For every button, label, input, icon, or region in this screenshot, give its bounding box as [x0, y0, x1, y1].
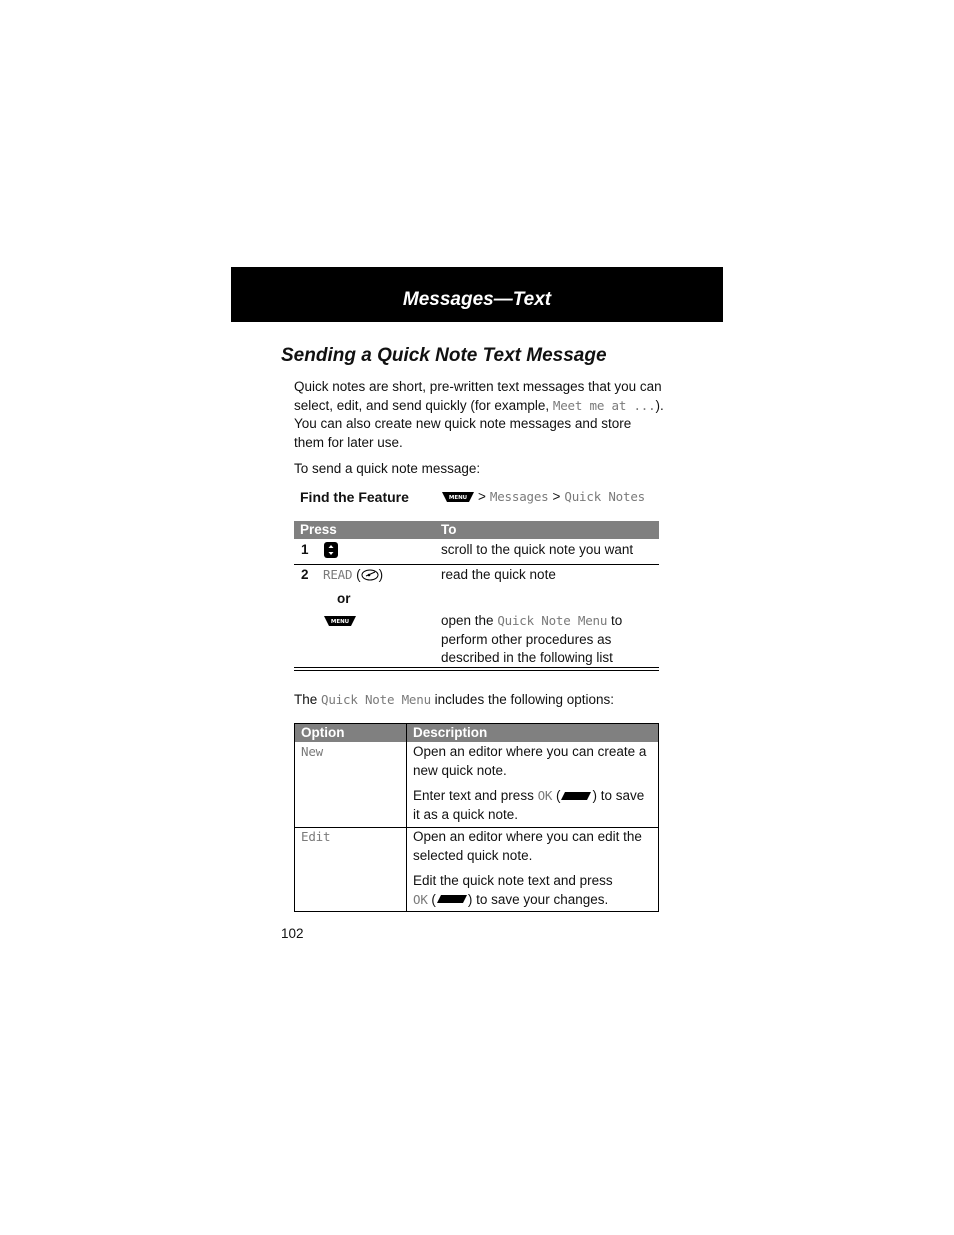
or-label: or [337, 591, 351, 606]
table-row [294, 539, 659, 564]
table-row [295, 828, 658, 912]
options-table-header [295, 724, 658, 742]
table-end-rule [294, 670, 659, 671]
chapter-header [231, 267, 723, 322]
table-end-rule [294, 667, 659, 668]
ok-label: OK [537, 788, 553, 803]
options-table [294, 723, 659, 912]
find-feature-path [442, 489, 645, 504]
press-table-header [294, 521, 659, 539]
alt-step-description: open the Quick Note Menu to perform other procedures as described in the following list [441, 613, 623, 665]
step-number: 2 [301, 567, 309, 582]
table-row [295, 743, 658, 827]
read-softkey: READ ( ) [323, 567, 384, 582]
option-description: Enter text and press OK ( ) to save it as a quick note. [413, 788, 645, 822]
option-description: Open an editor where you can create a new quick note. [413, 744, 647, 778]
soft-key-icon [560, 791, 592, 802]
path-messages: Messages [489, 489, 549, 504]
find-feature-label: Find the Feature [300, 489, 409, 505]
option-description: Edit the quick note text and press OK ( ) to save your changes. [413, 873, 613, 907]
example-quick-note: Meet me at ... [552, 397, 656, 413]
read-label: READ [323, 567, 353, 582]
path-quick-notes: Quick Notes [564, 489, 645, 504]
menu-key-icon [442, 491, 474, 503]
col-option: Option [301, 725, 345, 740]
intro-text-1: Quick notes are short, pre-written text messages that you can select, edit, and send quickly (for example, [294, 379, 662, 413]
svg-text:MENU: MENU [330, 619, 350, 625]
ok-label: OK [413, 891, 428, 907]
path-separator: > [552, 489, 561, 504]
send-lead: To send a quick note message: [294, 461, 481, 476]
path-separator: > [478, 489, 486, 504]
step-description: read the quick note [441, 567, 556, 582]
option-edit: Edit [301, 829, 331, 844]
menu-intro: The Quick Note Menu includes the following options: [294, 692, 615, 707]
section-title: Sending a Quick Note Text Message [281, 345, 607, 366]
select-key-icon [361, 569, 379, 581]
soft-key-icon [436, 894, 468, 905]
col-to: To [441, 522, 457, 537]
press-table [294, 521, 659, 668]
quick-note-menu-ref: Quick Note Menu [497, 613, 608, 628]
menu-key-icon [324, 614, 356, 633]
intro-paragraph [294, 378, 664, 452]
page-number: 102 [281, 926, 304, 941]
col-press: Press [300, 522, 337, 537]
col-description: Description [413, 725, 488, 740]
step-description: scroll to the quick note you want [441, 542, 634, 557]
step-number: 1 [301, 542, 309, 557]
option-description: Open an editor where you can edit the selected quick note. [413, 829, 642, 863]
svg-text:MENU: MENU [448, 494, 468, 501]
quick-note-menu-ref: Quick Note Menu [321, 692, 431, 707]
option-new: New [301, 744, 323, 759]
chapter-title: Messages—Text [402, 289, 552, 310]
nav-key-icon [323, 542, 339, 564]
intro-text-2: ). You can also create new quick note messages and store them for later use. [294, 397, 664, 450]
table-row [294, 564, 659, 668]
